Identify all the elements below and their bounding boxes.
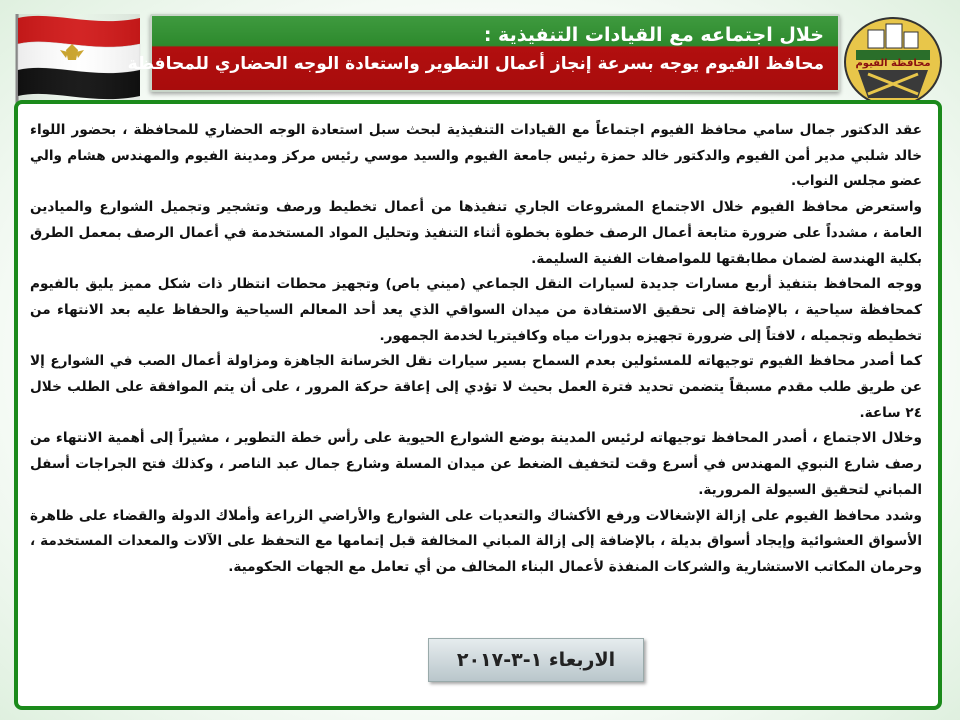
paragraph: وخلال الاجتماع ، أصدر المحافظ توجيهاته لرئيس المدينة بوضع الشوارع الحيوية على رأس خطة التطوير ، مشيراً إلى أهمية الانتهاء من رصف شارع النبوي المهندس في أسرع وقت لتخفيف الضغط عن ميدان المسلة وشارع جمال عبد الناصر ، وكذلك فتح الجراجات أسفل المباني لتحقيق السيولة المرورية. [30,430,922,498]
logo-caption: محافظة الفيوم [855,58,931,69]
paragraph: وشدد محافظ الفيوم على إزالة الإشغالات ورفع الأكشاك والتعديات على الشوارع والأراضي الزراعة وأملاك الدولة والقضاء على ظاهرة الأسواق العشوائية وإيجاد أسواق بديلة ، بالإضافة إلى إزالة المباني المخالفة قبل إتمامها مع التحفظ على الآلات والمعدات المستخدمة ، وحرمان المكاتب الاستشارية والشركات المنفذة لأعمال البناء المخالف من أي تعامل مع الجهات الحكومية. [30,507,922,575]
date-badge [428,638,644,682]
header-line-1: خلال اجتماعه مع القيادات التنفيذية : [483,24,824,46]
paragraph: عقد الدكتور جمال سامي محافظ الفيوم اجتماعاً مع القيادات التنفيذية لبحث سبل استعادة الوجه الحضاري للمحافظة ، بحضور اللواء خالد شلبي مدير أمن الفيوم والدكتور خالد حمزة رئيس جامعة الفيوم والسيد موسي رئيس مركز ومدينة الفيوم والمهندس هشام والي عضو مجلس النواب. [30,122,922,190]
governorate-logo-icon [838,10,948,110]
paragraph: واستعرض محافظ الفيوم خلال الاجتماع المشروعات الجاري تنفيذها من أعمال تخطيط ورصف وتشجير وتجميل الشوارع والميادين العامة ، مشدداً على ضرورة متابعة أعمال الرصف خطوة بخطوة أثناء التنفيذ وتحليل المواد المستخدمة في أعمال الرصف بمعمل الطرق بكلية الهندسة لضمان مطابقتها للمواصفات الفنية السليمة. [30,199,922,267]
date-text: الاربعاء ١-٣-٢٠١٧ [456,649,616,671]
paragraph: ووجه المحافظ بتنفيذ أربع مسارات جديدة لسيارات النقل الجماعي (ميني باص) وتجهيز محطات انتظار ذات شكل مميز يليق بالفيوم كمحافظة سياحية ، بالإضافة إلى تحقيق الاستفادة من ميدان السواقي الذي يعد أحد المعالم السياحية والحفاظ عليه بعد الانتهاء من تخطيطه وتجميله ، لافتاً إلى ضرورة تجهيزه بدورات مياه وكافيتريا لخدمة الجمهور. [30,276,922,344]
article-body [30,118,922,581]
paragraph: كما أصدر محافظ الفيوم توجيهاته للمسئولين بعدم السماح بسير سيارات نقل الخرسانة الجاهزة ومزاولة أعمال الصب في الشوارع إلا عن طريق طلب مقدم مسبقاً يتضمن تحديد فترة العمل بحيث لا تؤدي إلى إعاقة حركة المرور ، على أن يتم الموافقة على الطلب خلال ٢٤ ساعة. [30,353,922,421]
header-banner [127,14,840,92]
article-box [14,100,942,710]
egypt-flag-icon [12,10,142,105]
header-line-2: محافظ الفيوم يوجه بسرعة إنجاز أعمال التطوير واستعادة الوجه الحضاري للمحافظة [127,54,824,74]
